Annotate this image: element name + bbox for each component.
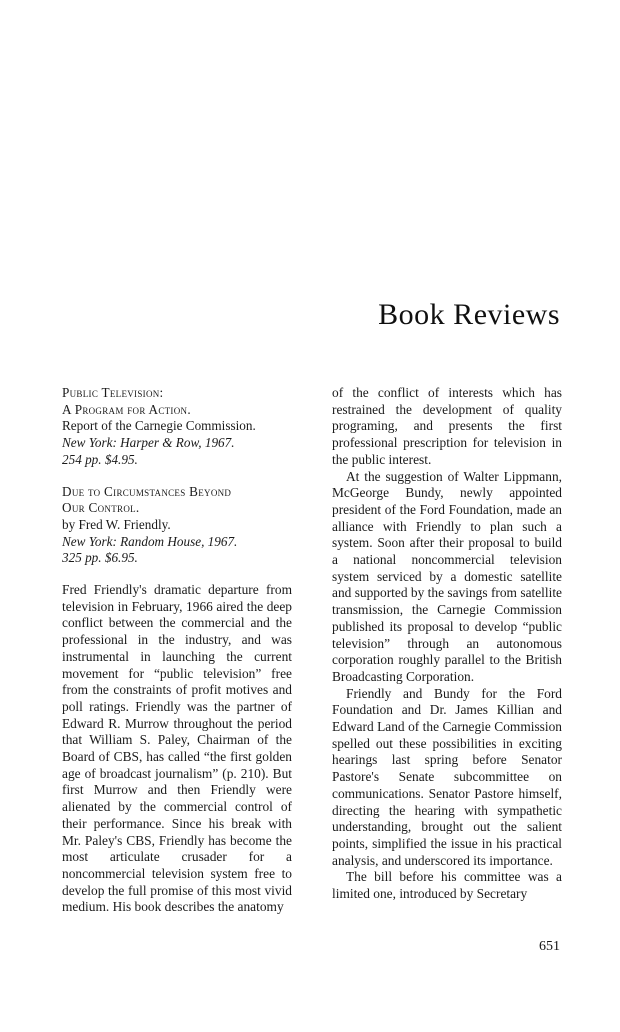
right-column xyxy=(332,385,562,930)
citation-title-line-2: A Program for Action. xyxy=(62,401,191,417)
body-paragraph: Friendly and Bundy for the Ford Foundation and Dr. James Killian and Edward Land of the Carnegie Commission spelled out these possibilities in exciting hearings last spring before Senator Pastore's Senate subcommittee on communications. Senator Pastore himself, directing the hearing with sympathetic understanding, brought out the salient points, simplified the issue in his practical analysis, and underscored its importance. xyxy=(332,685,562,868)
body-paragraph: The bill before his committee was a limited one, introduced by Secretary xyxy=(332,869,562,902)
citation-title-line-1: Due to Circumstances Beyond xyxy=(62,483,232,499)
body-paragraph: At the suggestion of Walter Lippmann, McGeorge Bundy, newly appointed president of the Ford Foundation, made an alliance with Friendly to plan such a system. Soon after their proposal to build a national noncommercial television system serviced by a domestic satellite and supported by the savings from satellite transmission, the Carnegie Commission published its proposal to develop “public television” through an autonomous corporation roughly parallel to the British Broadcasting Corporation. xyxy=(332,468,562,684)
citation-extent: 254 pp. $4.95. xyxy=(62,451,138,467)
left-column xyxy=(62,385,292,930)
body-paragraph: Fred Friendly's dramatic departure from television in February, 1966 aired the deep conflict between the commercial and the professional in the industry, and was instrumental in launching the current movement for “public television” free from the constraints of profit motives and poll ratings. Friendly was the partner of Edward R. Murrow throughout the period that William S. Paley, Chairman of the Board of CBS, has called “the first golden age of broadcast journalism” (p. 210). But first Murrow and then Friendly were alienated by the commercial control of their performance. Since his break with Mr. Paley's CBS, Friendly has become the most articulate crusader for a noncommercial television system free to develop the full promise of this most vivid medium. His book describes the anatomy xyxy=(62,582,292,915)
page-number: 651 xyxy=(539,939,560,954)
citation-extent: 325 pp. $6.95. xyxy=(62,550,138,566)
body-paragraph: of the conflict of interests which has restrained the development of quality programing, and presents the first professional prescription for television in the public interest. xyxy=(332,385,562,467)
citation-title-line-2: Our Control. xyxy=(62,500,140,516)
citation-title-line-1: Public Television: xyxy=(62,385,164,400)
two-column-body xyxy=(62,385,562,930)
citation-imprint: New York: Random House, 1967. xyxy=(62,533,238,549)
citation-entry xyxy=(62,385,292,469)
citation-attribution: by Fred W. Friendly. xyxy=(62,516,171,532)
page-title: Book Reviews xyxy=(378,298,560,331)
citation-entry xyxy=(62,484,292,568)
citation-attribution: Report of the Carnegie Commission. xyxy=(62,418,256,434)
citation-imprint: New York: Harper & Row, 1967. xyxy=(62,435,235,451)
